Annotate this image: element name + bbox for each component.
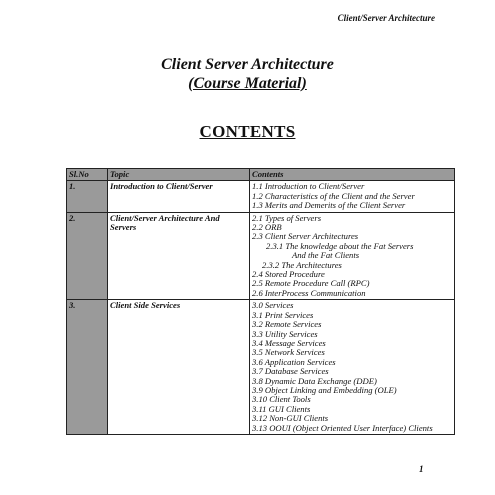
running-header: Client/Server Architecture	[337, 13, 435, 23]
contents-item: 2.1 Types of Servers	[252, 212, 322, 223]
contents-item: 3.12 Non-GUI Clients	[252, 413, 329, 424]
table-row	[67, 212, 455, 300]
contents-item: 2.4 Stored Procedure	[252, 269, 325, 280]
contents-item: 3.3 Utility Services	[252, 328, 318, 339]
page-number: 1	[419, 464, 424, 474]
contents-item: 3.4 Message Services	[252, 337, 326, 348]
column-header-topic: Topic	[108, 169, 250, 181]
contents-item: 3.5 Network Services	[252, 347, 325, 358]
contents-item: 2.2 ORB	[252, 222, 282, 233]
contents-item: 3.2 Remote Services	[252, 319, 322, 330]
contents-item: 2.3.1 The knowledge about the Fat Servers	[266, 240, 414, 251]
row-number: 2.	[67, 212, 108, 300]
contents-item: 3.1 Print Services	[252, 309, 314, 320]
contents-item: 1.1 Introduction to Client/Server	[252, 181, 365, 192]
title-line-2: (Course Material)	[188, 75, 307, 92]
contents-item: 3.8 Dynamic Data Exchange (DDE)	[252, 375, 377, 386]
column-header-slno: Sl.No	[67, 169, 108, 181]
row-topic: Client Side Services	[108, 300, 250, 435]
contents-heading: CONTENTS	[199, 122, 296, 141]
contents-item: 3.0 Services	[252, 300, 294, 311]
contents-item: 1.3 Merits and Demerits of the Client Server	[252, 200, 406, 211]
row-topic: Client/Server Architecture And Servers	[108, 212, 250, 300]
row-contents	[250, 212, 455, 300]
row-contents	[250, 300, 455, 435]
table-row	[67, 181, 455, 212]
contents-item: 2.5 Remote Procedure Call (RPC)	[252, 278, 370, 289]
contents-item: 2.6 InterProcess Communication	[252, 287, 366, 298]
column-header-contents: Contents	[250, 169, 455, 181]
contents-item: 3.9 Object Linking and Embedding (OLE)	[252, 384, 397, 395]
contents-item: 1.2 Characteristics of the Client and the Server	[252, 190, 415, 201]
table-header-row	[67, 169, 455, 181]
contents-item: 3.6 Application Services	[252, 356, 336, 367]
contents-item: And the Fat Clients	[292, 250, 360, 261]
table-row	[67, 300, 455, 435]
contents-item: 3.13 OOUI (Object Oriented User Interface) Clients	[252, 422, 433, 433]
row-number: 3.	[67, 300, 108, 435]
contents-item: 3.10 Client Tools	[252, 394, 311, 405]
title-line-1: Client Server Architecture	[161, 56, 334, 73]
contents-item: 3.11 GUI Clients	[252, 403, 311, 414]
contents-item: 2.3.2 The Architectures	[262, 259, 342, 270]
row-number: 1.	[67, 181, 108, 212]
contents-item: 2.3 Client Server Architectures	[252, 231, 359, 242]
row-contents	[250, 181, 455, 212]
contents-table	[66, 168, 455, 435]
contents-item: 3.7 Database Services	[252, 366, 329, 377]
row-topic: Introduction to Client/Server	[108, 181, 250, 212]
document-title	[0, 55, 495, 93]
